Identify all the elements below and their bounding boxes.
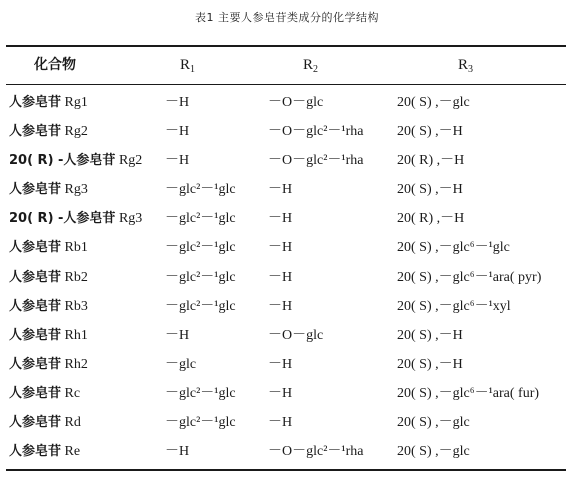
compound-name bbox=[9, 350, 88, 379]
table-row bbox=[0, 117, 574, 146]
substituent-r3: 20( S) ,－glc bbox=[397, 415, 470, 431]
substituent-r1: －glc²－¹glc bbox=[165, 415, 236, 431]
table-row bbox=[0, 437, 574, 466]
table-header-rule bbox=[6, 84, 566, 85]
compound-code: Rh1 bbox=[61, 327, 88, 343]
substituent-r2: －H bbox=[268, 298, 293, 314]
compound-name bbox=[9, 117, 88, 146]
compound-name-cn: 人参皂苷 bbox=[9, 298, 62, 314]
table-row bbox=[0, 204, 574, 233]
compound-name-cn: 人参皂苷 bbox=[9, 95, 62, 110]
header-r1 bbox=[180, 53, 195, 77]
header-r3-sub: 3 bbox=[468, 64, 474, 75]
table-row bbox=[0, 321, 574, 350]
table-top-rule bbox=[6, 45, 566, 47]
compound-name-cn: 人参皂苷 bbox=[9, 385, 62, 401]
substituent-r3: 20( S) ,－glc⁶－¹ara( pyr) bbox=[397, 269, 542, 285]
table-row bbox=[0, 175, 574, 204]
substituent-r2: －H bbox=[268, 385, 293, 401]
substituent-r2: －H bbox=[268, 415, 293, 431]
compound-code: Rc bbox=[61, 385, 81, 401]
substituent-r3: 20( S) ,－glc bbox=[397, 95, 470, 110]
substituent-r3: 20( S) ,－glc⁶－¹xyl bbox=[397, 298, 511, 314]
compound-code: Rd bbox=[61, 415, 81, 431]
header-r2-sub: 2 bbox=[313, 64, 319, 75]
substituent-r1: －glc²－¹glc bbox=[165, 269, 236, 285]
table-row bbox=[0, 88, 574, 117]
table-row bbox=[0, 408, 574, 437]
substituent-r1: －H bbox=[165, 153, 190, 169]
compound-code: Rg3 bbox=[115, 211, 143, 227]
substituent-r1: －H bbox=[165, 95, 190, 110]
substituent-r2: －O－glc bbox=[268, 95, 324, 110]
compound-name bbox=[9, 379, 80, 408]
compound-name bbox=[9, 321, 88, 350]
substituent-r2: －O－glc bbox=[268, 327, 324, 343]
header-compound: 化合物 bbox=[34, 57, 76, 73]
compound-name bbox=[9, 175, 88, 204]
table-body bbox=[0, 88, 574, 466]
substituent-r2: －O－glc²－¹rha bbox=[268, 444, 364, 460]
table-row bbox=[0, 233, 574, 262]
substituent-r3: 20( S) ,－H bbox=[397, 327, 463, 343]
compound-code: Rb3 bbox=[61, 298, 88, 314]
substituent-r1: －glc²－¹glc bbox=[165, 182, 236, 198]
substituent-r1: －glc²－¹glc bbox=[165, 211, 236, 227]
header-r1-letter: R bbox=[180, 57, 191, 73]
substituent-r3: 20( S) ,－glc bbox=[397, 444, 470, 460]
compound-code: Rg3 bbox=[61, 182, 88, 198]
compound-name-cn: 人参皂苷 bbox=[9, 327, 62, 343]
compound-name-cn: 人参皂苷 bbox=[9, 182, 62, 198]
compound-code: Rh2 bbox=[61, 356, 88, 372]
header-r2 bbox=[303, 53, 318, 77]
compound-code: Re bbox=[61, 444, 81, 460]
compound-name-cn: 人参皂苷 bbox=[9, 444, 62, 460]
header-r2-letter: R bbox=[303, 57, 314, 73]
table-row bbox=[0, 263, 574, 292]
table-row bbox=[0, 379, 574, 408]
substituent-r3: 20( R) ,－H bbox=[397, 211, 465, 227]
compound-name-cn: 人参皂苷 bbox=[9, 124, 62, 140]
compound-name-cn: 20( R) -人参皂苷 bbox=[9, 211, 116, 227]
compound-name-cn: 人参皂苷 bbox=[9, 415, 62, 431]
compound-code: Rg2 bbox=[115, 153, 143, 169]
substituent-r3: 20( S) ,－H bbox=[397, 124, 463, 140]
substituent-r3: 20( R) ,－H bbox=[397, 153, 465, 169]
compound-code: Rb2 bbox=[61, 269, 88, 285]
compound-name-cn: 人参皂苷 bbox=[9, 356, 62, 372]
substituent-r1: －glc²－¹glc bbox=[165, 240, 236, 256]
substituent-r2: －H bbox=[268, 240, 293, 256]
substituent-r3: 20( S) ,－H bbox=[397, 356, 463, 372]
compound-name-cn: 20( R) -人参皂苷 bbox=[9, 153, 116, 169]
compound-code: Rb1 bbox=[61, 240, 88, 256]
header-r1-sub: 1 bbox=[190, 64, 196, 75]
compound-name bbox=[9, 204, 142, 233]
table-bottom-rule bbox=[6, 469, 566, 471]
substituent-r3: 20( S) ,－H bbox=[397, 182, 463, 198]
substituent-r1: －H bbox=[165, 327, 190, 343]
substituent-r1: －H bbox=[165, 124, 190, 140]
header-r3-letter: R bbox=[458, 57, 469, 73]
compound-name bbox=[9, 88, 88, 117]
compound-code: Rg1 bbox=[61, 95, 88, 110]
substituent-r2: －O－glc²－¹rha bbox=[268, 153, 364, 169]
substituent-r3: 20( S) ,－glc⁶－¹glc bbox=[397, 240, 510, 256]
compound-name bbox=[9, 263, 88, 292]
header-r3 bbox=[458, 53, 473, 77]
substituent-r1: －glc²－¹glc bbox=[165, 298, 236, 314]
substituent-r1: －glc²－¹glc bbox=[165, 385, 236, 401]
table-row bbox=[0, 146, 574, 175]
substituent-r2: －H bbox=[268, 356, 293, 372]
compound-code: Rg2 bbox=[61, 124, 88, 140]
table-row bbox=[0, 350, 574, 379]
substituent-r1: －H bbox=[165, 444, 190, 460]
substituent-r2: －O－glc²－¹rha bbox=[268, 124, 364, 140]
table-caption: 表1 主要人参皂苷类成分的化学结构 bbox=[195, 11, 379, 24]
substituent-r2: －H bbox=[268, 211, 293, 227]
compound-name-cn: 人参皂苷 bbox=[9, 269, 62, 285]
compound-name-cn: 人参皂苷 bbox=[9, 240, 62, 256]
compound-name bbox=[9, 437, 80, 466]
table-row bbox=[0, 292, 574, 321]
compound-name bbox=[9, 233, 88, 262]
substituent-r1: －glc bbox=[165, 356, 197, 372]
compound-name bbox=[9, 292, 88, 321]
substituent-r2: －H bbox=[268, 269, 293, 285]
compound-name bbox=[9, 146, 142, 175]
compound-name bbox=[9, 408, 81, 437]
substituent-r2: －H bbox=[268, 182, 293, 198]
substituent-r3: 20( S) ,－glc⁶－¹ara( fur) bbox=[397, 385, 540, 401]
